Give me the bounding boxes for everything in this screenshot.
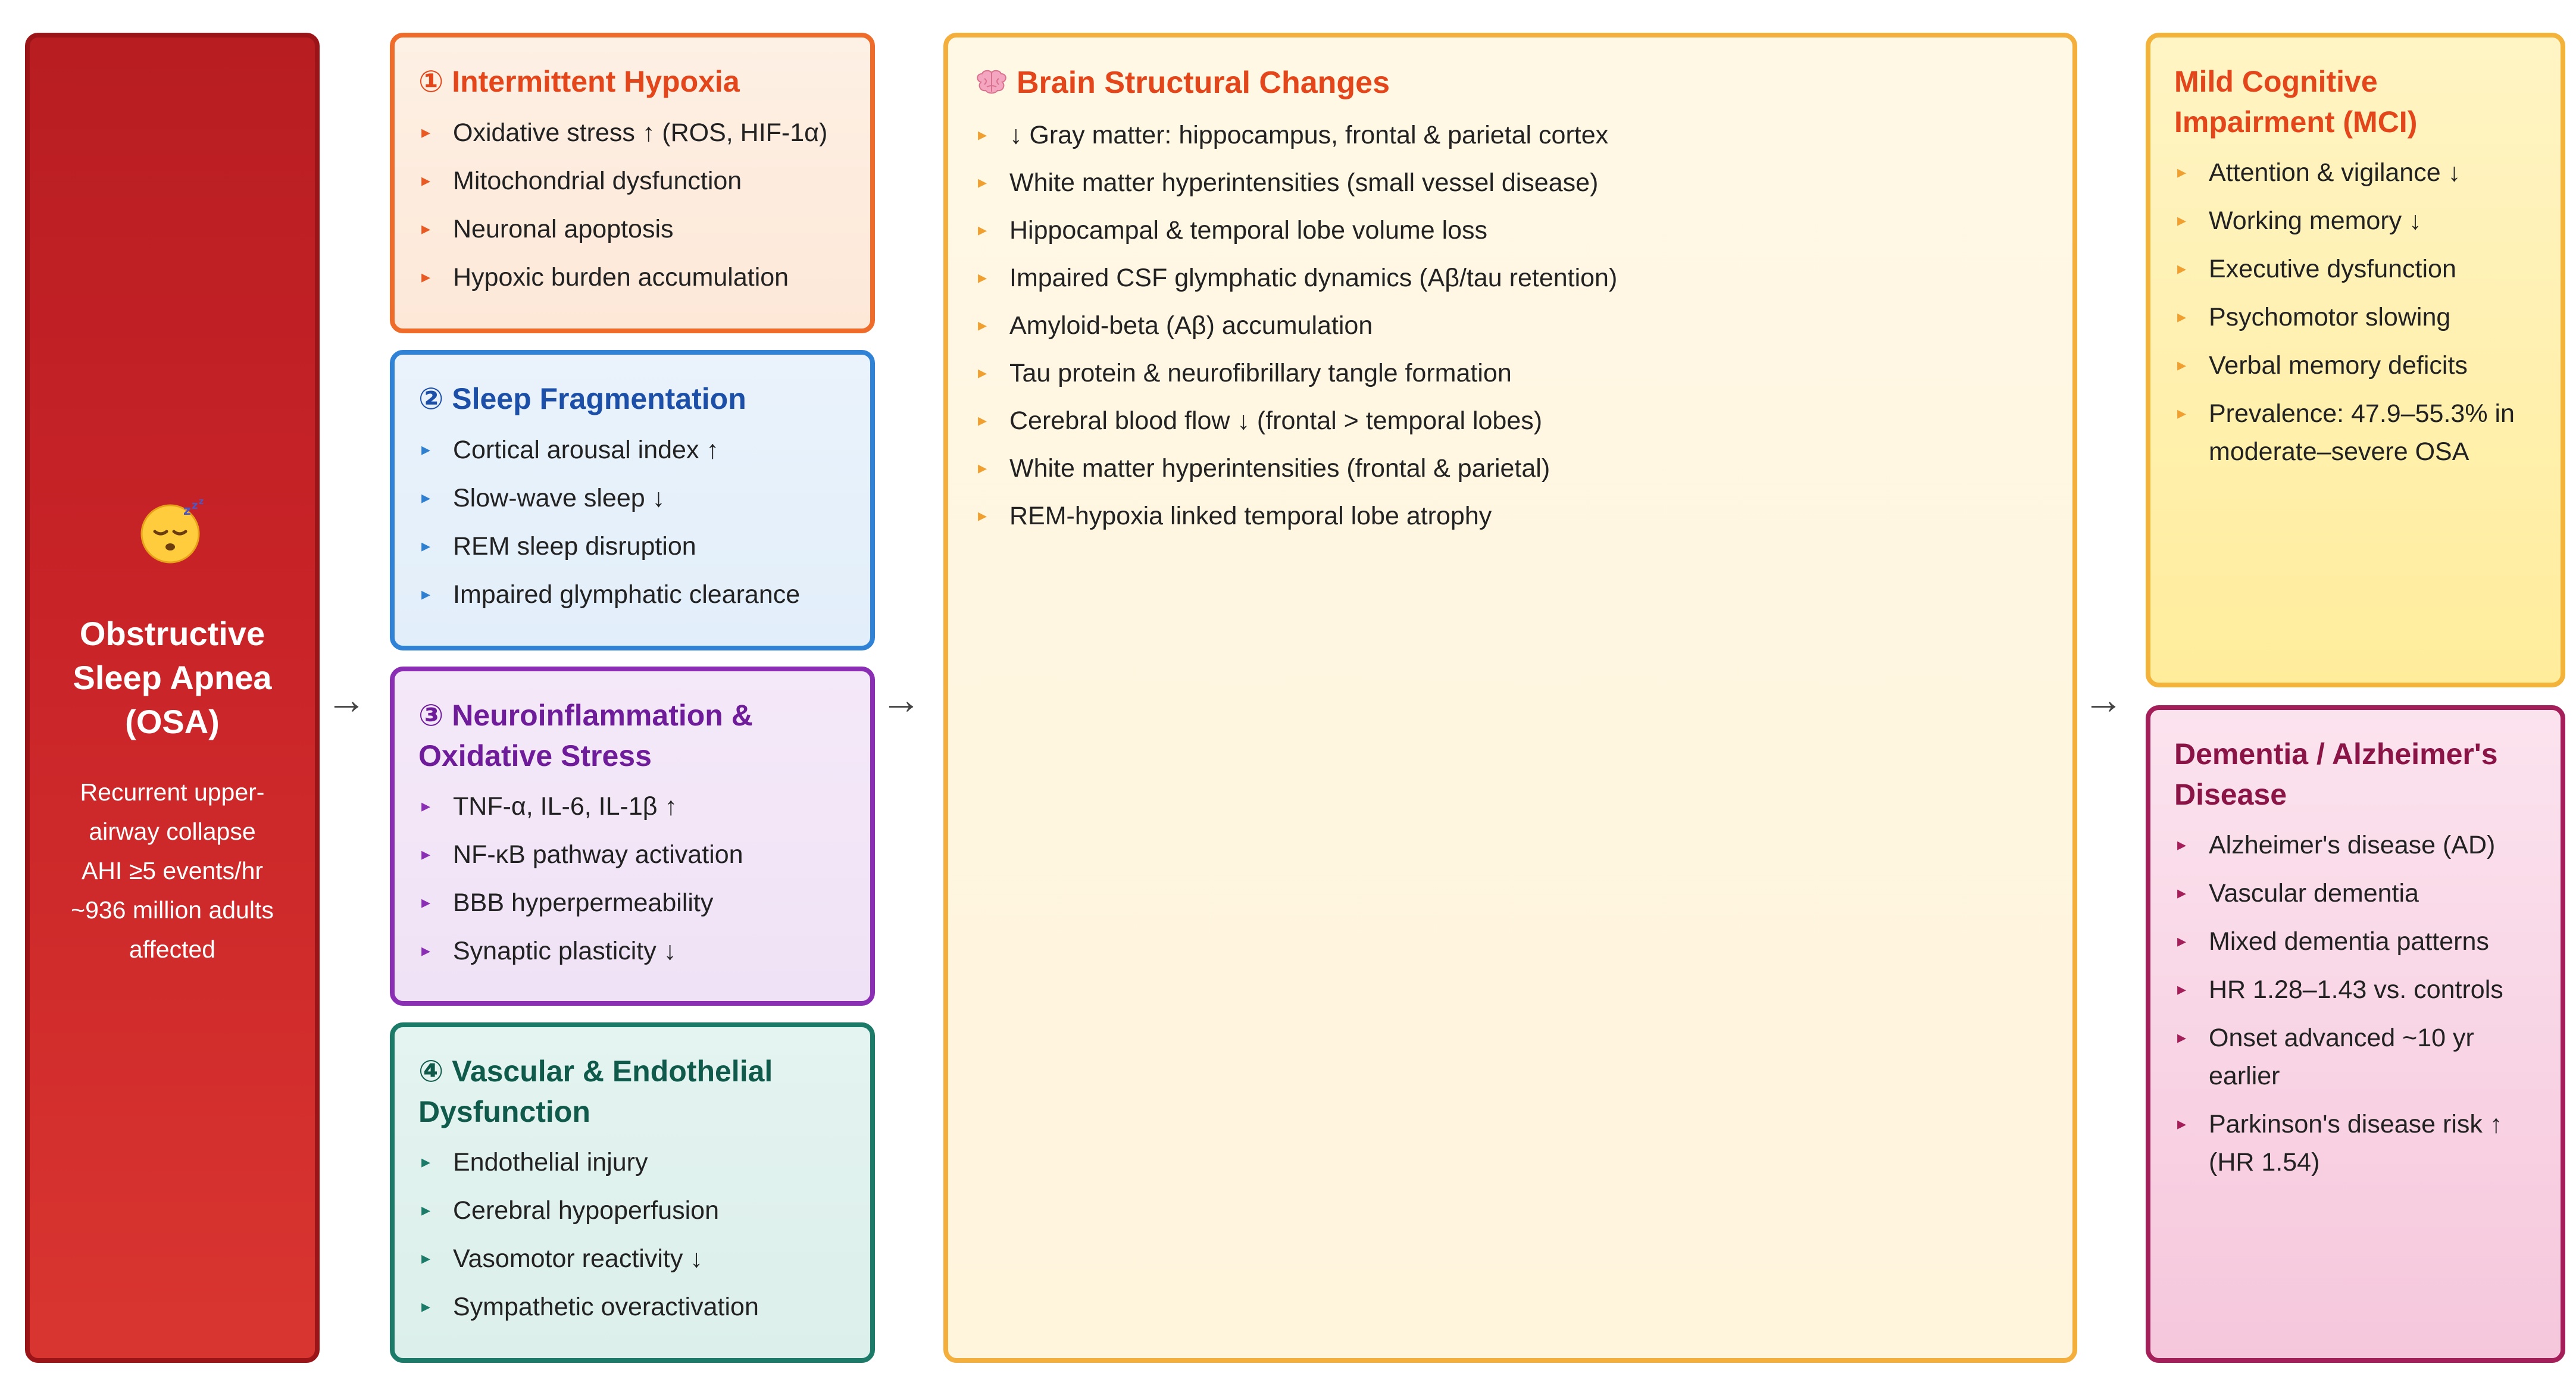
osa-desc-line: airway collapse	[89, 818, 256, 845]
list-item: ▸ Hypoxic burden accumulation	[418, 258, 852, 296]
bullet-icon: ▸	[421, 219, 431, 239]
list-item: ▸ Mixed dementia patterns	[2174, 922, 2543, 961]
mechanism-list	[418, 114, 852, 306]
list-item: ▸ Neuronal apoptosis	[418, 210, 852, 248]
list-item: ▸ Vascular dementia	[2174, 874, 2543, 912]
list-item: ▸ Cortical arousal index ↑	[418, 431, 852, 469]
bullet-icon: ▸	[2177, 980, 2187, 999]
list-item: ▸ Impaired glymphatic clearance	[418, 575, 852, 614]
bullet-icon: ▸	[421, 536, 431, 556]
sleep-fragmentation-box	[390, 350, 875, 650]
bullet-icon: ▸	[2177, 835, 2187, 855]
bullet-icon: ▸	[2177, 931, 2187, 951]
list-item: ▸ Cerebral blood flow ↓ (frontal > temporal lobes)	[975, 402, 2055, 440]
list-item: ▸ REM-hypoxia linked temporal lobe atrophy	[975, 497, 2055, 535]
mechanism-title: ③ Neuroinflammation & Oxidative Stress	[418, 699, 753, 772]
list-item: ▸ Working memory ↓	[2174, 202, 2543, 240]
bullet-icon: ▸	[978, 268, 987, 287]
bullet-icon: ▸	[421, 1297, 431, 1316]
mechanism-list	[418, 1143, 852, 1336]
osa-title: Obstructive Sleep Apnea (OSA)	[73, 615, 272, 740]
bullet-icon: ▸	[2177, 355, 2187, 375]
list-item: ▸ Hippocampal & temporal lobe volume loss	[975, 211, 2055, 249]
bullet-icon: ▸	[2177, 403, 2187, 423]
list-item: ▸ Prevalence: 47.9–55.3% in moderate–severe OSA	[2174, 395, 2543, 471]
osa-box	[25, 33, 320, 1363]
bullet-icon: ▸	[421, 440, 431, 459]
arrow-mechanisms-to-brain: →	[881, 677, 921, 722]
bullet-icon: ▸	[978, 363, 987, 383]
list-item: ▸ Executive dysfunction	[2174, 250, 2543, 288]
mechanism-title: ② Sleep Fragmentation	[418, 382, 746, 415]
bullet-icon: ▸	[978, 506, 987, 525]
bullet-icon: ▸	[2177, 1114, 2187, 1134]
list-item: ▸ Verbal memory deficits	[2174, 346, 2543, 384]
list-item: ▸ Psychomotor slowing	[2174, 298, 2543, 336]
svg-text:z: z	[183, 503, 191, 518]
bullet-icon: ▸	[2177, 883, 2187, 903]
mechanism-title: ④ Vascular & Endothelial Dysfunction	[418, 1055, 773, 1128]
osa-desc-line: Recurrent upper-	[80, 778, 265, 806]
bullet-icon: ▸	[2177, 162, 2187, 182]
list-item: ▸ ↓ Gray matter: hippocampus, frontal & parietal cortex	[975, 116, 2055, 154]
bullet-icon: ▸	[978, 411, 987, 430]
list-item: ▸ Onset advanced ~10 yr earlier	[2174, 1019, 2543, 1095]
bullet-icon: ▸	[421, 844, 431, 864]
mci-list	[2174, 154, 2543, 481]
osa-desc-line: ~936 million adults	[71, 896, 274, 924]
list-item: ▸ Cerebral hypoperfusion	[418, 1191, 852, 1230]
mci-title: Mild Cognitive Impairment (MCI)	[2174, 65, 2418, 139]
bullet-icon: ▸	[978, 458, 987, 478]
bullet-icon: ▸	[421, 893, 431, 912]
list-item: ▸ HR 1.28–1.43 vs. controls	[2174, 971, 2543, 1009]
list-item: ▸ BBB hyperpermeability	[418, 884, 852, 922]
list-item: ▸ Sympathetic overactivation	[418, 1288, 852, 1326]
dementia-title: Dementia / Alzheimer's Disease	[2174, 737, 2498, 811]
mechanism-list	[418, 787, 852, 980]
dementia-box	[2146, 705, 2565, 1363]
list-item: ▸ White matter hyperintensities (small vessel disease)	[975, 164, 2055, 202]
list-item: ▸ TNF-α, IL-6, IL-1β ↑	[418, 787, 852, 825]
osa-desc-line: affected	[129, 936, 216, 963]
bullet-icon: ▸	[978, 173, 987, 192]
brain-title-text: Brain Structural Changes	[1017, 65, 1390, 100]
bullet-icon: ▸	[421, 1249, 431, 1268]
vascular-endothelial-box	[390, 1022, 875, 1363]
list-item: ▸ Vasomotor reactivity ↓	[418, 1240, 852, 1278]
osa-description	[42, 772, 303, 969]
list-item: ▸ Amyloid-beta (Aβ) accumulation	[975, 306, 2055, 345]
bullet-icon: ▸	[978, 315, 987, 335]
list-item: ▸ Alzheimer's disease (AD)	[2174, 826, 2543, 864]
bullet-icon: ▸	[421, 171, 431, 190]
brain-structural-changes-box	[943, 33, 2077, 1363]
brain-icon	[975, 69, 1008, 95]
list-item: ▸ Tau protein & neurofibrillary tangle formation	[975, 354, 2055, 392]
neuroinflammation-box	[390, 667, 875, 1006]
list-item: ▸ Synaptic plasticity ↓	[418, 932, 852, 970]
bullet-icon: ▸	[2177, 1028, 2187, 1047]
bullet-icon: ▸	[978, 220, 987, 240]
bullet-icon: ▸	[421, 584, 431, 604]
mechanism-list	[418, 431, 852, 624]
mechanism-title: ① Intermittent Hypoxia	[418, 65, 740, 98]
list-item: ▸ NF-κB pathway activation	[418, 836, 852, 874]
brain-title	[975, 62, 2055, 103]
list-item: ▸ Mitochondrial dysfunction	[418, 162, 852, 200]
bullet-icon: ▸	[421, 123, 431, 142]
bullet-icon: ▸	[421, 1200, 431, 1220]
svg-text:z: z	[198, 497, 204, 506]
bullet-icon: ▸	[2177, 259, 2187, 279]
bullet-icon: ▸	[421, 941, 431, 961]
osa-desc-line: AHI ≥5 events/hr	[81, 857, 264, 884]
list-item: ▸ Parkinson's disease risk ↑ (HR 1.54)	[2174, 1105, 2543, 1181]
arrow-osa-to-mechanisms: →	[326, 677, 367, 722]
list-item: ▸ Slow-wave sleep ↓	[418, 479, 852, 517]
svg-text:z: z	[191, 499, 198, 512]
bullet-icon: ▸	[978, 125, 987, 145]
list-item: ▸ REM sleep disruption	[418, 527, 852, 565]
bullet-icon: ▸	[2177, 211, 2187, 230]
intermittent-hypoxia-box	[390, 33, 875, 333]
list-item: ▸ Impaired CSF glymphatic dynamics (Aβ/tau retention)	[975, 259, 2055, 297]
arrow-brain-to-outcomes: →	[2083, 677, 2124, 722]
bullet-icon: ▸	[421, 267, 431, 287]
list-item: ▸ Oxidative stress ↑ (ROS, HIF-1α)	[418, 114, 852, 152]
bullet-icon: ▸	[421, 796, 431, 816]
list-item: ▸ White matter hyperintensities (frontal & parietal)	[975, 449, 2055, 487]
sleeping-face-icon	[30, 496, 315, 570]
bullet-icon: ▸	[421, 1152, 431, 1172]
mci-box	[2146, 33, 2565, 687]
bullet-icon: ▸	[421, 488, 431, 508]
list-item: ▸ Attention & vigilance ↓	[2174, 154, 2543, 192]
list-item: ▸ Endothelial injury	[418, 1143, 852, 1181]
brain-changes-list	[975, 116, 2055, 545]
bullet-icon: ▸	[2177, 307, 2187, 327]
dementia-list	[2174, 826, 2543, 1191]
